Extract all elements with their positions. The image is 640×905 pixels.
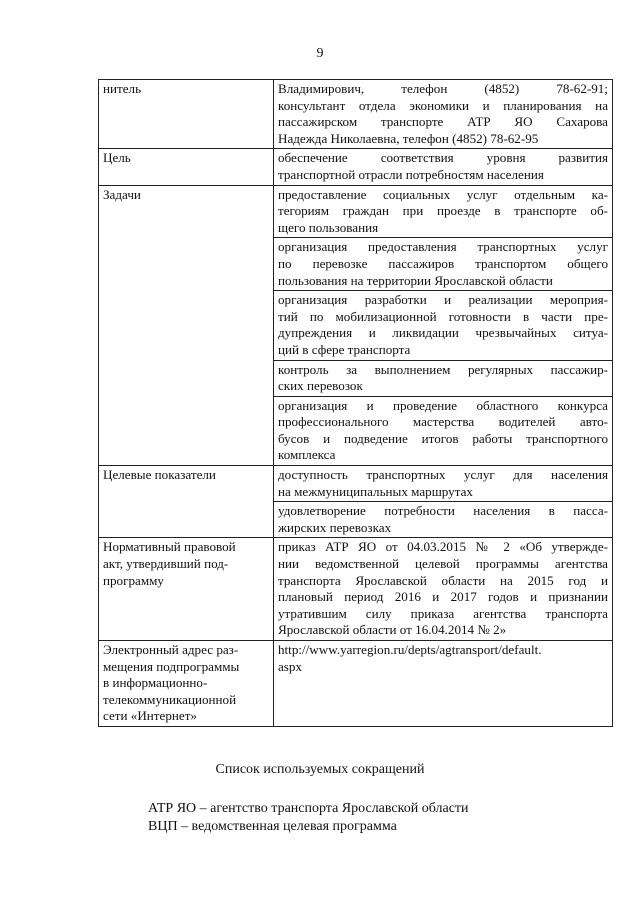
value-line: щего пользования: [278, 219, 379, 235]
row-value-cell: [274, 538, 613, 641]
value-line: ских перевозок: [278, 378, 363, 394]
value-line: тий по мобилизационной готовности в части пре-: [278, 308, 608, 324]
value-line: транспорта Ярославской области на 2015 год и: [278, 572, 608, 588]
value-line: приказ АТР ЯО от 04.03.2015 № 2 «Об утвержде-: [278, 539, 608, 555]
row-label-cell: [99, 185, 274, 466]
label-line: Цель: [103, 150, 131, 166]
label-line: Электронный адрес раз-: [103, 642, 239, 657]
row-value-cell: [274, 396, 613, 465]
row-value-cell: [274, 238, 613, 291]
row-value-cell: [274, 466, 613, 502]
table-row: [99, 641, 613, 727]
label-line: программу: [103, 572, 164, 588]
value-line: доступность транспортных услуг для населения: [278, 467, 608, 483]
abbreviation-item: АТР ЯО – агентство транспорта Ярославской области: [148, 801, 469, 816]
value-line: тегориям граждан при проезде в транспорте об-: [278, 203, 608, 219]
passport-table-body: [99, 80, 613, 727]
value-line: пассажирском транспорте АТР ЯО Сахарова: [278, 114, 608, 130]
label-line: акт, утвердивший под-: [103, 556, 229, 572]
value-line: обеспечение соответствия уровня развития: [278, 150, 608, 166]
value-line: aspx: [278, 658, 303, 674]
value-line: предоставление социальных услуг отдельным ка-: [278, 186, 608, 202]
value-line: нии ведомственной целевой программы агентства: [278, 556, 608, 572]
label-line: Целевые показатели: [103, 467, 216, 483]
row-label-cell: [99, 641, 274, 727]
value-line: ций в сфере транспорта: [278, 341, 411, 357]
value-line: удовлетворение потребности населения в пасса-: [278, 503, 608, 519]
row-value-cell: [274, 502, 613, 538]
table-row: [99, 80, 613, 149]
value-line: организация и проведение областного конкурса: [278, 397, 608, 413]
label-line: нитель: [103, 81, 142, 96]
abbreviations-list: [148, 800, 469, 835]
value-line: утратившим силу приказа агентства транспорта: [278, 605, 608, 621]
value-line: организация разработки и реализации мероприя-: [278, 292, 608, 308]
value-line: комплекса: [278, 447, 336, 463]
value-line: пользования на территории Ярославской области: [278, 272, 553, 288]
value-line: организация предоставления транспортных услуг: [278, 239, 608, 255]
row-label-cell: [99, 80, 274, 149]
value-line: плановый период 2016 и 2017 годов и признании: [278, 589, 608, 605]
abbreviation-item: ВЦП – ведомственная целевая программа: [148, 818, 397, 834]
subprogram-passport-table: [98, 79, 613, 727]
value-line: на межмуниципальных маршрутах: [278, 483, 473, 499]
row-value-cell: [274, 291, 613, 360]
value-line: жирских перевозках: [278, 519, 392, 535]
label-line: сети «Интернет»: [103, 708, 197, 724]
label-line: в информационно-: [103, 675, 208, 691]
table-row: [99, 185, 613, 238]
table-row: [99, 538, 613, 641]
value-line: Ярославской области от 16.04.2014 № 2»: [278, 622, 507, 638]
row-label-cell: [99, 538, 274, 641]
row-value-cell: [274, 149, 613, 185]
value-line: http://www.yarregion.ru/depts/agtransport/default.: [278, 642, 542, 657]
label-line: мещения подпрограммы: [103, 658, 240, 674]
value-line: дупреждения и ликвидации чрезвычайных ситуа-: [278, 325, 608, 341]
value-line: бусов и подведение итогов работы транспортного: [278, 430, 608, 446]
row-value-cell: [274, 360, 613, 396]
value-line: по перевозке пассажиров транспортом общего: [278, 255, 608, 271]
label-line: телекоммуникационной: [103, 691, 237, 707]
row-value-cell: [274, 641, 613, 727]
value-line: консультант отдела экономики и планирования на: [278, 97, 608, 113]
table-row: [99, 466, 613, 502]
value-line: транспортной отрасли потребностям населения: [278, 166, 544, 182]
value-line: профессионального мастерства водителей авто-: [278, 414, 608, 430]
table-row: [99, 149, 613, 185]
value-line: Владимирович, телефон (4852) 78-62-91;: [278, 81, 608, 96]
label-line: Задачи: [103, 186, 141, 202]
row-value-cell: [274, 185, 613, 238]
row-label-cell: [99, 149, 274, 185]
label-line: Нормативный правовой: [103, 539, 236, 555]
row-label-cell: [99, 466, 274, 538]
value-line: Надежда Николаевна, телефон (4852) 78-62-95: [278, 130, 539, 146]
value-line: контроль за выполнением регулярных пассажир-: [278, 361, 608, 377]
row-value-cell: [274, 80, 613, 149]
abbreviations-title: Список используемых сокращений: [215, 762, 425, 777]
page-number: 9: [316, 46, 324, 61]
